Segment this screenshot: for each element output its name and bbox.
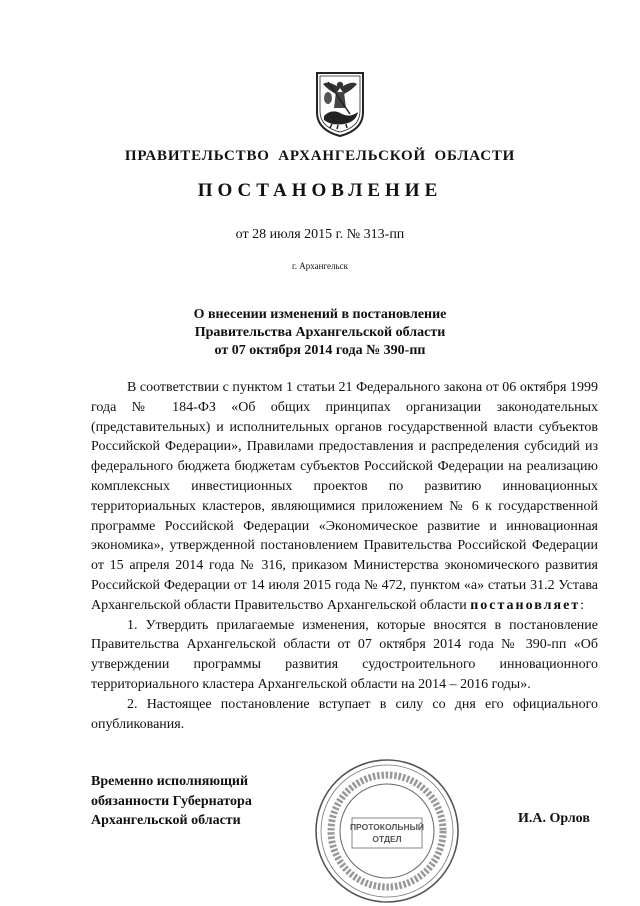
signatory-title-line-1: Временно исполняющий: [91, 774, 249, 789]
stamp-center-line-1: ПРОТОКОЛЬНЫЙ: [349, 822, 425, 832]
subject-line-3: от 07 октября 2014 года № 390-пп: [214, 343, 426, 358]
document-subject: [0, 306, 640, 360]
stamp-center-line-2: ОТДЕЛ: [372, 834, 402, 844]
signatory-title-line-2: обязанности Губернатора: [91, 793, 252, 809]
signatory-title: [91, 772, 252, 831]
preamble-paragraph: [91, 378, 598, 616]
coat-of-arms-icon: [314, 70, 366, 138]
document-type-title: ПОСТАНОВЛЕНИЕ: [197, 180, 443, 201]
clause-2: 2. Настоящее постановление вступает в силу со дня его официального опубликования.: [91, 696, 598, 732]
document-body: [91, 378, 598, 734]
resolves-keyword: постановляет: [470, 597, 581, 613]
preamble-text: В соответствии с пунктом 1 статьи 21 Федерального закона от 06 октября 1999 года № 184-ФЗ «Об общих принципах организации законодательных (представительных) и исполнительных органов государственной власти субъектов Российской Федерации», Правилами предоставления и распределения субсидий из федерального бюджета бюджетам субъектов Российской Федерации на реализацию комплексных инвестиционных проектов по развитию инновационных территориальных кластеров, являющимися приложением № 6 к государственной программе Российской Федерации «Экономическое развитие и инновационная экономика», утвержденной постановлением Правительства Российской Федерации от 15 апреля 2014 года № 316, приказом Министерства экономического развития Российской Федерации от 14 июля 2015 года № 472, пунктом «а» статьи 31.2 Устава Архангельской области Правительство Архангельской области: [91, 380, 598, 613]
preamble-colon: :: [580, 597, 585, 613]
government-name: ПРАВИТЕЛЬСТВО АРХАНГЕЛЬСКОЙ ОБЛАСТИ: [124, 148, 516, 164]
date-and-number: от 28 июля 2015 г. № 313-пп: [235, 227, 405, 242]
city-label: г. Архангельск: [292, 261, 348, 271]
signatory-title-line-3: Архангельской области: [91, 813, 241, 828]
official-stamp: [312, 756, 462, 906]
subject-line-2: Правительства Архангельской области: [194, 325, 446, 340]
signatory-name: И.А. Орлов: [518, 811, 590, 826]
subject-line-1: О внесении изменений в постановление: [193, 307, 447, 322]
clause-1: 1. Утвердить прилагаемые изменения, которые вносятся в постановление Правительства Архангельской области от 07 октября 2014 года № 390-пп «Об утверждении программы развития судостроительного инновационного территориального кластера Архангельской области на 2014 – 2016 годы».: [91, 617, 598, 692]
